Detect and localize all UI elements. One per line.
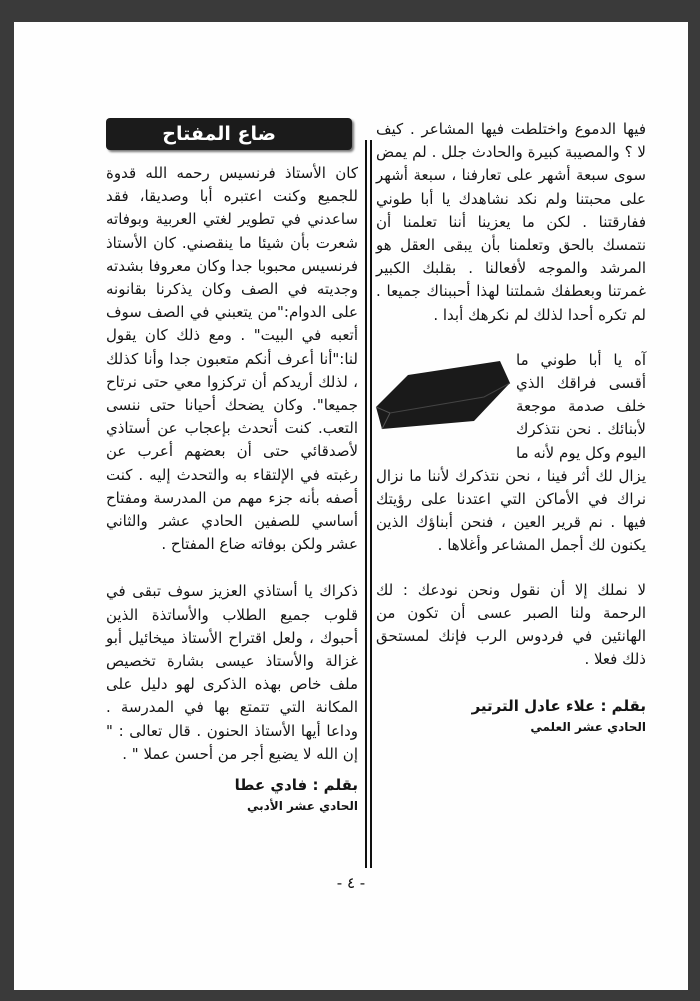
author-grade: الحادي عشر العلمي xyxy=(530,720,646,735)
coffin-icon xyxy=(372,355,514,435)
column-divider xyxy=(365,140,367,868)
page-number: - ٤ - xyxy=(336,874,366,892)
author-name: بقلم : علاء عادل الترتير xyxy=(471,697,646,716)
right-article xyxy=(376,118,646,737)
article-title-text: ضاع المفتاح xyxy=(162,123,276,145)
article-paragraph: آه يا أبا طوني ما أقسى فراقك الذي خلف صدمة موجعة لأبنائك . نحن نتذكرك اليوم وكل يوم لأنه ما يزال لك أثر فينا ، نحن نتذكرك لأننا ما نزال نراك في الأماكن التي اعتدنا على رؤيتك فيها . نم قرير العين ، فنحن أبناؤك الذين يكنون لك أجمل المشاعر وأغلاها . xyxy=(376,350,646,555)
article-title xyxy=(106,118,352,150)
left-article xyxy=(106,162,358,816)
article-paragraph: فيها الدموع واختلطت فيها المشاعر . كيف لا ؟ والمصيبة كبيرة والحادث جلل . لم يمض سوى سبعة أشهر على تعارفنا ، سبعة أشهر على محبتنا ولم نكد نشاهدك يا أبا طوني ففارقتنا . لكن ما يعزينا أننا تعلمنا أن نتمسك بالحق وتعلمنا بأن يبقى العقل هو المرشد والموجه لأفعالنا . بقلبك الكبير غمرتنا وبعطفك شملتنا لهذا أحببناك جميعا . لم تكره أحدا لذلك لم نكرهك أبدا . xyxy=(376,120,646,324)
author-grade: الحادي عشر الأدبي xyxy=(246,799,358,814)
article-paragraph: لا نملك إلا أن نقول ونحن نودعك : لك الرحمة ولنا الصبر عسى أن تكون من الهانئين في فردوس الرب فإنك لمستحق ذلك فعلا . xyxy=(376,580,646,669)
article-paragraph: ذكراك يا أستاذي العزيز سوف تبقى في قلوب جميع الطلاب والأساتذة الذين أحبوك ، ولعل اقتراح الأستاذ ميخائيل أبو غزالة والأستاذ عيسى بشارة تخصيص ملف خاص بهذه الذكرى لهو دليل على المكانة التي تتمتع بها في المدرسة . وداعا أيها الأستاذ الحنون . قال تعالى : " إن الله لا يضيع أجر من أحسن عملا " . xyxy=(106,582,358,763)
column-divider xyxy=(370,140,372,868)
author-name: بقلم : فادي عطا xyxy=(234,776,358,795)
coffin-illustration xyxy=(376,349,512,441)
magazine-page xyxy=(14,22,688,990)
article-paragraph: كان الأستاذ فرنسيس رحمه الله قدوة للجميع وكنت اعتبره أبا وصديقا، فقد ساعدني في تطوير لغتي العربية وبوفاته شعرت بأن شيئا ما ينقصني. كان الأستاذ فرنسيس محبوبا جدا وكان معروفا بشدته وجديته في الصف وكان يذكرنا بقانونه على الدوام:"من يتعبني في الصف سوف أتعبه في البيت" . ومع ذلك كان يقول لنا:"أنا أعرف أنكم متعبون جدا وأنا كذلك ، لذلك أريدكم أن تركزوا معي حتى نرتاح جميعا". وكان يضحك أحيانا حتى ننسى التعب. كنت أتحدث بإعجاب عن أستاذي لأصدقائي حتى أن بعضهم أعرب عن رغبته في الإلتقاء به والتحدث إليه . كنت أصفه بأنه جزء مهم من المدرسة ومفتاح أساسي للصفين الحادي عشر والثاني عشر ولكن بوفاته ضاع المفتاح . xyxy=(106,164,358,554)
